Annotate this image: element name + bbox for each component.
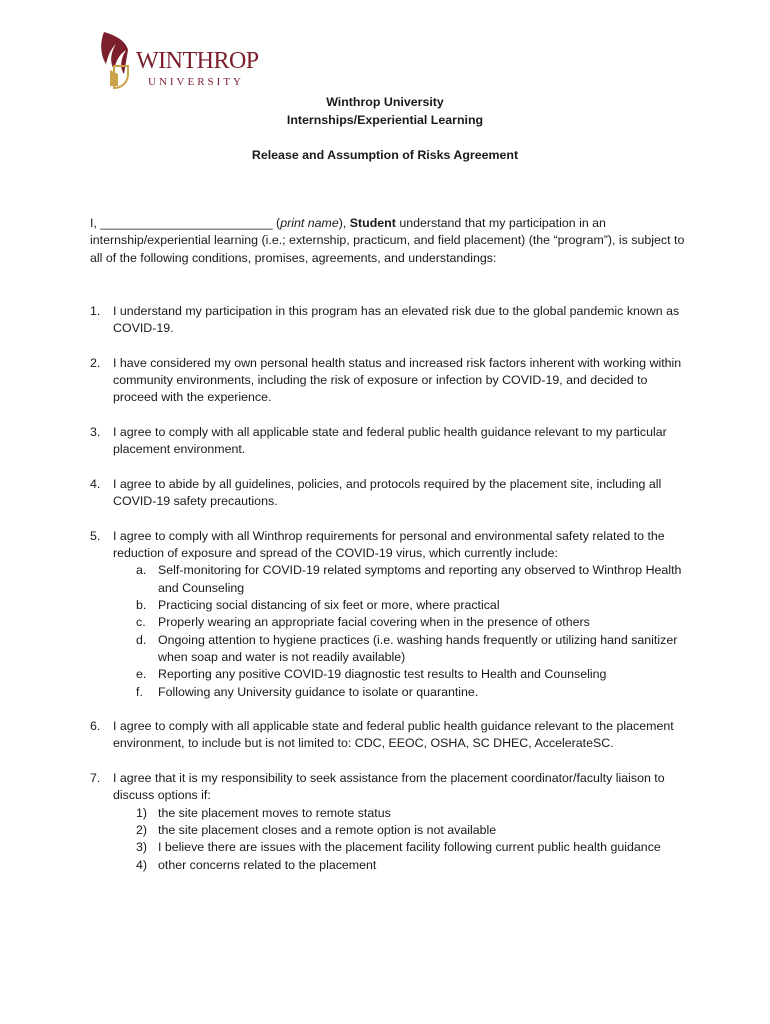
item-number: 3.	[90, 425, 101, 440]
logo-wordmark: WINTHROP	[136, 48, 259, 74]
sub-number: b.	[136, 598, 147, 613]
sub-text: the site placement closes and a remote option is not available	[158, 822, 497, 837]
intro-rest: understand that my participation in an internship/experiential learning (i.e.; externship, practicum, and field placement) (the “program”), is subject to all of the following conditions, promises, agreements, and understandings:	[90, 216, 685, 265]
item-text: I agree that it is my responsibility to seek assistance from the placement coordinator/faculty liaison to discuss options if:	[113, 771, 665, 803]
winthrop-logo	[96, 30, 261, 90]
item-text: I have considered my own personal health status and increased risk factors inherent with working within community environments, including the risk of exposure or infection by COVID-19, and decided to proceed with the experience.	[113, 355, 682, 405]
conditions-list	[90, 303, 690, 891]
intro-paragraph	[90, 215, 690, 267]
sublist-item	[113, 839, 690, 856]
sub-number: f.	[136, 684, 143, 699]
list-item	[90, 355, 690, 407]
sublist-item	[113, 632, 690, 667]
list-item	[90, 770, 690, 874]
sublist-item	[113, 597, 690, 614]
intro-prefix: I, _________________________ (	[90, 216, 281, 230]
logo-subtitle: UNIVERSITY	[148, 76, 244, 88]
list-item	[90, 528, 690, 701]
sublist-item	[113, 822, 690, 839]
list-item	[90, 303, 690, 338]
sub-text: Following any University guidance to isolate or quarantine.	[158, 684, 479, 699]
sub-text: Practicing social distancing of six feet or more, where practical	[158, 598, 500, 613]
item-number: 5.	[90, 528, 101, 543]
sub-text: Properly wearing an appropriate facial covering when in the presence of others	[158, 615, 590, 630]
sub-text: I believe there are issues with the placement facility following current public health guidance	[158, 840, 661, 855]
sub-text: other concerns related to the placement	[158, 857, 377, 872]
item-number: 7.	[90, 771, 101, 786]
item-text: I agree to abide by all guidelines, policies, and protocols required by the placement site, including all COVID-19 safety precautions.	[113, 476, 662, 509]
intro-print-name: print name	[280, 216, 339, 230]
sub-text: Self-monitoring for COVID-19 related symptoms and reporting any observed to Winthrop Health and Counseling	[158, 563, 682, 595]
header-university: Winthrop University	[326, 95, 444, 109]
intro-student: Student	[349, 216, 396, 230]
sub-number: a.	[136, 563, 147, 578]
sublist-item	[113, 666, 690, 683]
item-number: 1.	[90, 304, 101, 318]
item-text: I agree to comply with all Winthrop requirements for personal and environmental safety related to the reduction of exposure and spread of the COVID-19 virus, which currently include:	[113, 528, 665, 561]
item-text: I understand my participation in this program has an elevated risk due to the global pandemic known as COVID-19.	[113, 304, 680, 336]
intro-mid: ),	[338, 216, 350, 230]
sub-text: the site placement moves to remote status	[158, 805, 391, 820]
sub-text: Ongoing attention to hygiene practices (i.e. washing hands frequently or utilizing hand sanitizer when soap and water is not readily available)	[158, 632, 678, 664]
sublist-item	[113, 684, 690, 701]
sub-number: e.	[136, 667, 147, 682]
sub-number: c.	[136, 615, 146, 630]
item-text: I agree to comply with all applicable state and federal public health guidance relevant to the placement environment, to include but is not limited to: CDC, EEOC, OSHA, SC DHEC, AccelerateSC.	[113, 719, 674, 751]
header-department: Internships/Experiential Learning	[286, 113, 484, 127]
eagle-wing-icon	[96, 30, 138, 90]
sublist-item	[113, 562, 690, 597]
sub-number: d.	[136, 632, 147, 647]
item-number: 6.	[90, 719, 101, 734]
sub-number: 1)	[136, 805, 148, 820]
sub-number: 2)	[136, 822, 148, 837]
list-item	[90, 476, 690, 511]
sub-number: 3)	[136, 840, 148, 855]
document-title: Release and Assumption of Risks Agreement	[251, 148, 519, 162]
sub-number: 4)	[136, 857, 148, 872]
sublist-item	[113, 805, 690, 822]
item-number: 2.	[90, 355, 101, 370]
item-number: 4.	[90, 476, 101, 491]
options-sublist	[113, 805, 690, 874]
list-item	[90, 424, 690, 459]
sublist-item	[113, 857, 690, 874]
safety-requirements-sublist	[113, 562, 690, 700]
item-text: I agree to comply with all applicable state and federal public health guidance relevant to my particular placement environment.	[113, 425, 667, 457]
list-item	[90, 718, 690, 753]
sub-text: Reporting any positive COVID-19 diagnostic test results to Health and Counseling	[158, 667, 607, 682]
sublist-item	[113, 614, 690, 631]
